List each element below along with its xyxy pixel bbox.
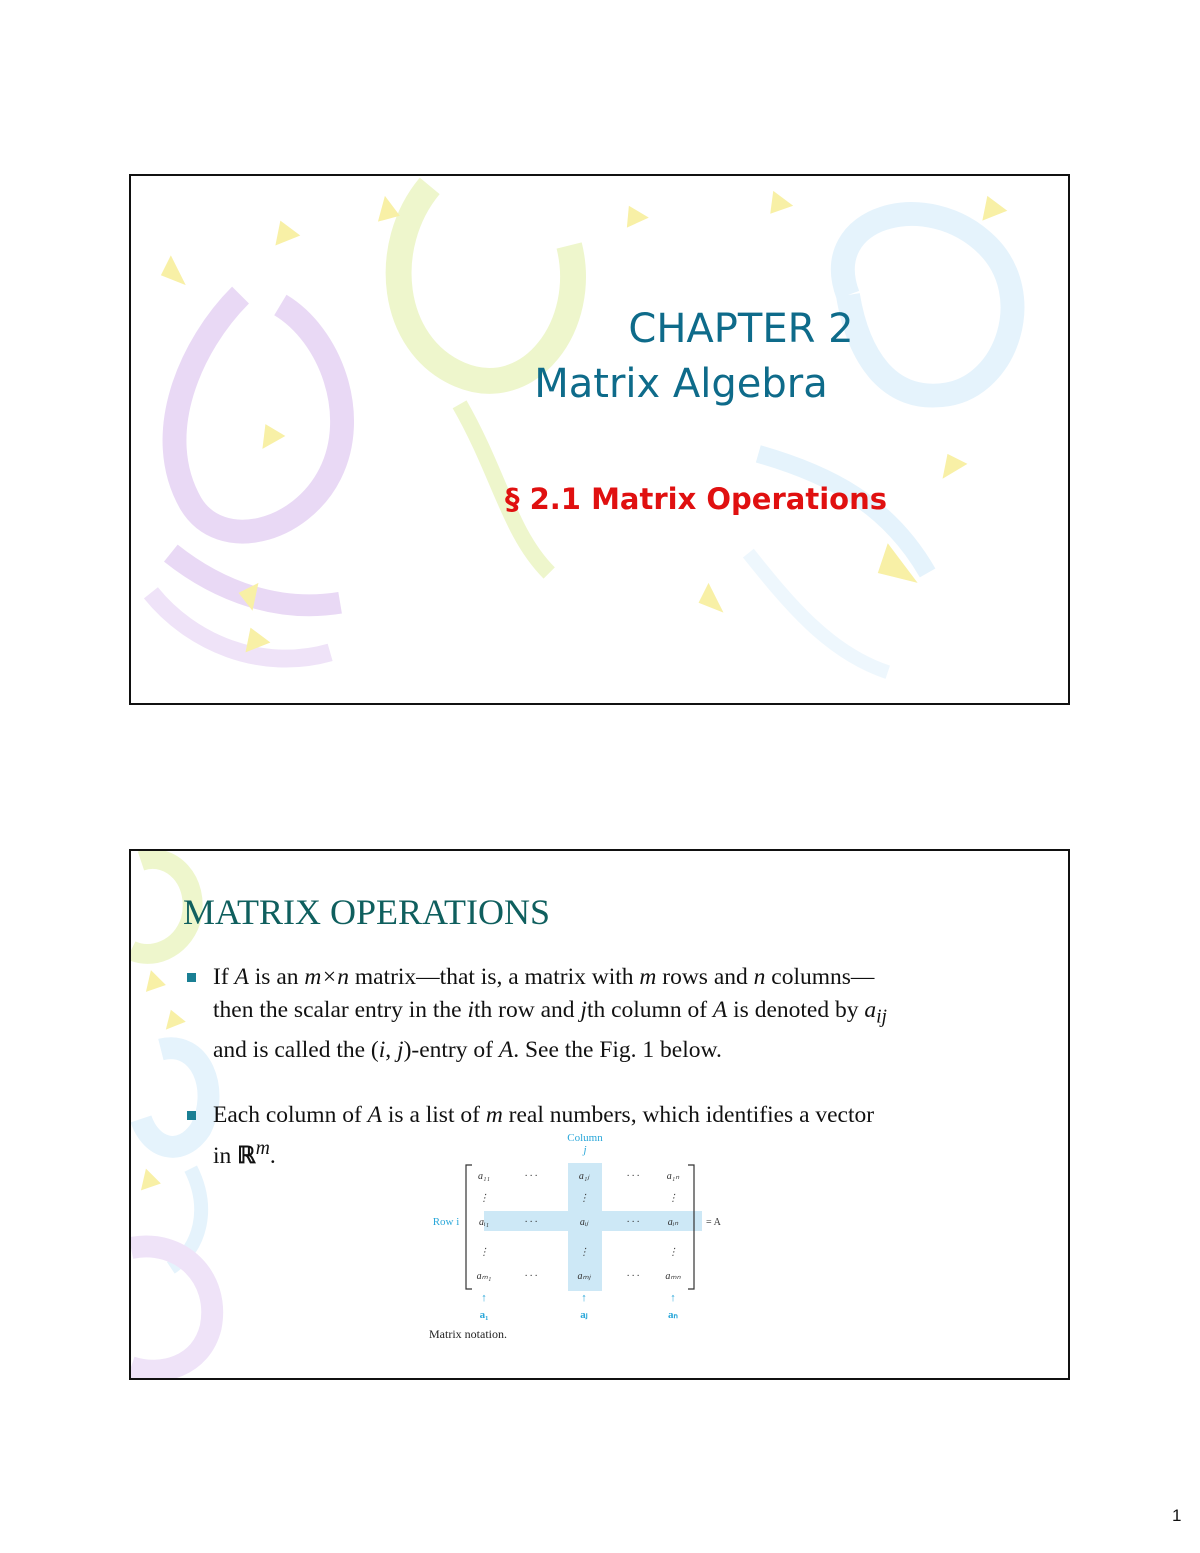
cdots: · · ·: [626, 1171, 640, 1182]
text: ,: [385, 1036, 398, 1063]
text: ij: [876, 1006, 887, 1028]
entry-a1n: a₁ₙ: [666, 1171, 680, 1182]
arrow-up-icon: ↑: [481, 1292, 487, 1304]
text: )-entry of: [403, 1036, 499, 1063]
cdots: · · ·: [524, 1217, 538, 1228]
text: A: [712, 997, 728, 1023]
slide-title: MATRIX OPERATIONS: [183, 892, 551, 932]
column-index: j: [583, 1144, 587, 1156]
entry-a11: a₁₁: [478, 1171, 490, 1182]
entry-am1: aₘ₁: [476, 1271, 492, 1282]
balloon-background: [131, 176, 1068, 703]
bullet-item: [187, 961, 1027, 1067]
text: i: [467, 997, 475, 1023]
text: real numbers, which identifies a vector: [502, 1101, 875, 1128]
text: columns—: [765, 964, 875, 990]
text: Each column of: [213, 1101, 368, 1128]
vdots: ⋮: [579, 1247, 589, 1258]
chapter-heading: CHAPTER 2: [628, 306, 854, 352]
text: A: [367, 1101, 383, 1128]
text: j: [580, 997, 587, 1023]
equals-a: = A: [706, 1217, 721, 1228]
entry-aij: aᵢⱼ: [579, 1217, 589, 1228]
text: is a list of: [382, 1101, 486, 1128]
text: th column of: [586, 997, 713, 1023]
text: a: [864, 997, 877, 1023]
vdots: ⋮: [479, 1247, 489, 1258]
text: n: [753, 964, 766, 990]
entry-ain: aᵢₙ: [667, 1217, 679, 1228]
text: in: [213, 1142, 238, 1169]
cdots: · · ·: [626, 1271, 640, 1282]
text: m: [639, 964, 657, 990]
page-number: 1: [1172, 1506, 1182, 1525]
vdots: ⋮: [668, 1193, 678, 1204]
text: m: [485, 1101, 503, 1128]
section-heading: § 2.1 Matrix Operations: [505, 482, 887, 516]
figure-caption: Matrix notation.: [429, 1327, 507, 1341]
text: i: [378, 1036, 386, 1063]
cdots: · · ·: [626, 1217, 640, 1228]
title-slide: [129, 174, 1070, 705]
entry-ai1: aᵢ₁: [478, 1217, 490, 1228]
vector-an: aₙ: [668, 1309, 678, 1321]
text: and is called the (: [213, 1036, 379, 1063]
entry-amn: aₘₙ: [665, 1271, 681, 1282]
square-bullet-icon: [187, 973, 196, 982]
square-bullet-icon: [187, 1111, 196, 1120]
text: A: [234, 964, 249, 990]
vector-a1: a₁: [479, 1309, 489, 1321]
entry-amj: aₘⱼ: [577, 1271, 591, 1282]
cdots: · · ·: [524, 1171, 538, 1182]
text: If: [213, 964, 235, 990]
text: ℝ: [237, 1142, 256, 1169]
arrow-up-icon: ↑: [581, 1292, 587, 1304]
text: th row and: [474, 997, 581, 1023]
cdots: · · ·: [524, 1271, 538, 1282]
text: j: [397, 1036, 404, 1063]
entry-a1j: a₁ⱼ: [578, 1171, 590, 1182]
vdots: ⋮: [479, 1193, 489, 1204]
chapter-subject: Matrix Algebra: [534, 361, 828, 407]
column-label: Column: [567, 1133, 603, 1144]
text: then the scalar entry in the: [213, 997, 468, 1023]
vdots: ⋮: [579, 1193, 589, 1204]
text: . See the Fig. 1 below.: [513, 1036, 722, 1063]
text: .: [269, 1142, 276, 1169]
text: A: [498, 1036, 514, 1063]
text: matrix—that is, a matrix with: [348, 964, 640, 990]
text: rows and: [656, 964, 754, 990]
text: m: [255, 1137, 270, 1159]
text: m×n: [304, 964, 349, 990]
text: is an: [248, 964, 305, 990]
vector-aj: aⱼ: [580, 1309, 588, 1321]
matrix-notation-figure: [416, 1133, 736, 1348]
matrix-operations-slide: [129, 849, 1070, 1380]
row-label: Row i: [432, 1216, 460, 1228]
vdots: ⋮: [668, 1247, 678, 1258]
text: is denoted by: [727, 997, 865, 1023]
arrow-up-icon: ↑: [670, 1292, 676, 1304]
